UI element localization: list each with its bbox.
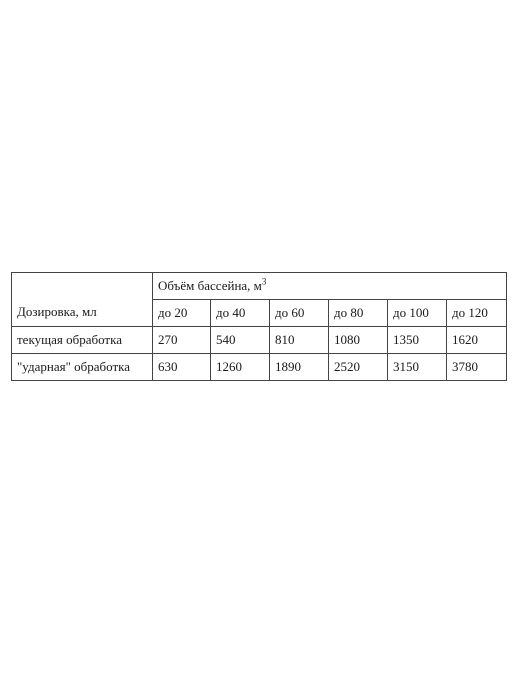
column-header: до 100 <box>388 300 447 327</box>
table-cell: 3780 <box>447 354 507 381</box>
column-header: до 80 <box>329 300 388 327</box>
table-cell: 810 <box>270 327 329 354</box>
table-cell: 270 <box>153 327 211 354</box>
group-header-cell <box>153 273 507 300</box>
group-header-text: Объём бассейна, м <box>158 278 262 293</box>
table-row <box>12 354 507 381</box>
row-label: текущая обработка <box>12 327 153 354</box>
row-label-header: Дозировка, мл <box>12 273 153 327</box>
header-row-group <box>12 273 507 300</box>
group-header-superscript: 3 <box>261 276 267 287</box>
table-cell: 3150 <box>388 354 447 381</box>
table-cell: 630 <box>153 354 211 381</box>
column-header: до 40 <box>211 300 270 327</box>
table-cell: 1350 <box>388 327 447 354</box>
column-header: до 20 <box>153 300 211 327</box>
table-cell: 1890 <box>270 354 329 381</box>
table-row <box>12 327 507 354</box>
table-cell: 1620 <box>447 327 507 354</box>
dosage-table <box>11 272 507 381</box>
column-header: до 120 <box>447 300 507 327</box>
table-cell: 540 <box>211 327 270 354</box>
table-cell: 1260 <box>211 354 270 381</box>
table-cell: 1080 <box>329 327 388 354</box>
row-label: "ударная" обработка <box>12 354 153 381</box>
table-cell: 2520 <box>329 354 388 381</box>
column-header: до 60 <box>270 300 329 327</box>
